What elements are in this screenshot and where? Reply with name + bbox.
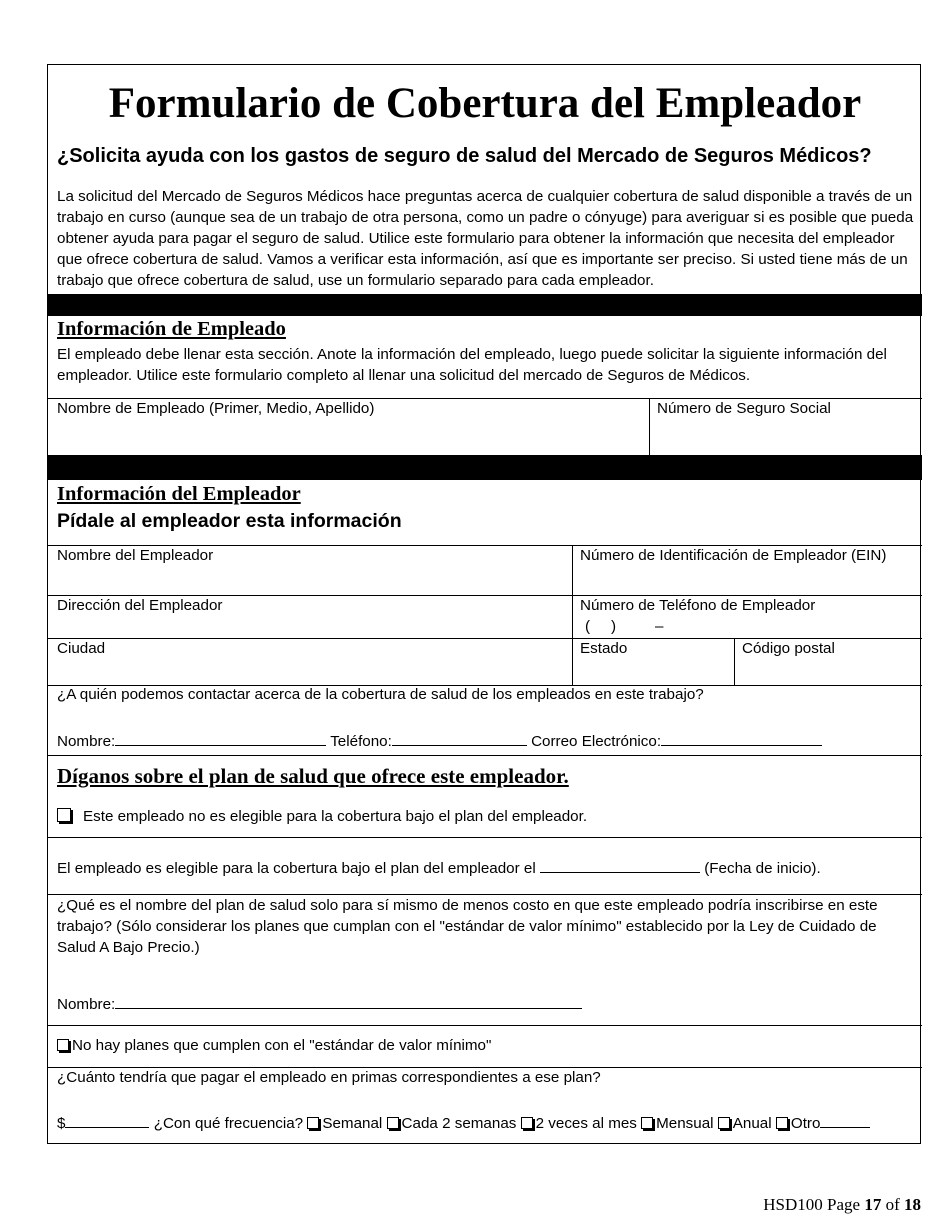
contact-name-field[interactable]	[115, 730, 326, 746]
phone-format-open: (	[585, 618, 591, 635]
employer-coverage-form	[47, 64, 921, 1144]
frequency-biweekly-checkbox[interactable]	[387, 1117, 399, 1129]
premium-amount-field[interactable]	[65, 1112, 149, 1128]
eligible-row	[57, 857, 821, 877]
zip-field[interactable]	[735, 639, 920, 685]
frequency-monthly-checkbox[interactable]	[641, 1117, 653, 1129]
frequency-label: ¿Con qué frecuencia?	[153, 1115, 304, 1132]
no-plans-row	[57, 1037, 491, 1054]
plan-name-question: ¿Qué es el nombre del plan de salud solo para sí mismo de menos costo en que este empleado podría inscribirse en este trabajo? (Sólo considerar los planes que cumplan con el "estándar de valor mínimo" establecido por la Ley de Cuidado de Salud A Bajo Precio.)	[57, 897, 878, 956]
contact-email-field[interactable]	[661, 730, 822, 746]
not-eligible-checkbox[interactable]	[57, 808, 71, 822]
ein-label: Número de Identificación de Empleador (EIN)	[580, 547, 887, 564]
employer-subheading: Pídale al empleador esta información	[57, 510, 402, 532]
plan-section-heading: Díganos sobre el plan de salud que ofrece este empleador.	[57, 764, 569, 788]
employer-address-label: Dirección del Empleador	[57, 597, 223, 614]
contact-row	[57, 730, 822, 750]
frequency-other-label: Otro	[790, 1115, 821, 1132]
employer-phone-field[interactable]	[573, 596, 920, 637]
no-plans-label: No hay planes que cumplen con el "estándar de valor mínimo"	[72, 1037, 492, 1054]
premium-row	[57, 1112, 870, 1132]
page-footer	[763, 1195, 921, 1215]
dollar-sign: $	[57, 1115, 66, 1132]
no-plans-checkbox[interactable]	[57, 1039, 69, 1051]
divider	[48, 1067, 922, 1068]
phone-format-close: )	[611, 618, 617, 635]
plan-name-row	[57, 993, 582, 1013]
state-label: Estado	[580, 640, 628, 657]
contact-question: ¿A quién podemos contactar acerca de la cobertura de salud de los empleados en este trabajo?	[57, 686, 704, 703]
employer-phone-label: Número de Teléfono de Empleador	[580, 597, 816, 614]
divider	[572, 545, 573, 686]
employer-address-field[interactable]	[48, 596, 572, 637]
footer-form-id: HSD100 Page	[763, 1195, 861, 1214]
city-label: Ciudad	[57, 640, 106, 657]
eligible-prefix: El empleado es elegible para la cobertura bajo el plan del empleador el	[57, 860, 536, 877]
employee-name-field[interactable]	[48, 399, 649, 455]
contact-email-label: Correo Electrónico:	[531, 733, 662, 750]
frequency-biweekly-label: Cada 2 semanas	[401, 1115, 517, 1132]
divider	[48, 1025, 922, 1026]
eligible-suffix: (Fecha de inicio).	[704, 860, 821, 877]
employer-name-label: Nombre del Empleador	[57, 547, 214, 564]
footer-total-pages: 18	[904, 1195, 921, 1214]
employee-instructions: El empleado debe llenar esta sección. Anote la información del empleado, luego puede solicitar la siguiente información del empleador. Utilice este formulario completo al llenar una solicitud del mercado de Seguros de Médicos.	[57, 346, 887, 384]
page-subtitle: ¿Solicita ayuda con los gastos de seguro de salud del Mercado de Seguros Médicos?	[57, 145, 872, 167]
section-divider-bar	[48, 294, 922, 316]
frequency-weekly-label: Semanal	[322, 1115, 383, 1132]
employer-section-heading: Información del Empleador	[57, 483, 301, 505]
frequency-other-field[interactable]	[820, 1112, 870, 1128]
contact-name-label: Nombre:	[57, 733, 116, 750]
footer-of: of	[885, 1195, 900, 1214]
employee-name-label: Nombre de Empleado (Primer, Medio, Apellido)	[57, 400, 375, 417]
start-date-field[interactable]	[540, 857, 700, 873]
divider	[48, 755, 922, 756]
phone-format-dash: –	[655, 618, 664, 635]
employer-name-field[interactable]	[48, 546, 572, 594]
frequency-weekly-checkbox[interactable]	[307, 1117, 319, 1129]
frequency-semimonthly-checkbox[interactable]	[521, 1117, 533, 1129]
plan-name-label: Nombre:	[57, 996, 116, 1013]
frequency-semimonthly-label: 2 veces al mes	[535, 1115, 637, 1132]
not-eligible-label: Este empleado no es elegible para la cobertura bajo el plan del empleador.	[83, 808, 588, 825]
frequency-monthly-label: Mensual	[656, 1115, 714, 1132]
frequency-other-checkbox[interactable]	[776, 1117, 788, 1129]
not-eligible-row	[57, 808, 587, 825]
premium-question: ¿Cuánto tendría que pagar el empleado en primas correspondientes a ese plan?	[57, 1069, 601, 1086]
page-title: Formulario de Cobertura del Empleador	[108, 80, 862, 127]
contact-phone-field[interactable]	[392, 730, 527, 746]
section-divider-bar	[48, 455, 922, 480]
plan-name-field[interactable]	[115, 993, 582, 1009]
contact-phone-label: Teléfono:	[330, 733, 392, 750]
zip-label: Código postal	[742, 640, 835, 657]
state-field[interactable]	[573, 639, 733, 685]
city-field[interactable]	[48, 639, 572, 685]
footer-page-number: 17	[864, 1195, 882, 1214]
intro-paragraph: La solicitud del Mercado de Seguros Médicos hace preguntas acerca de cualquier cobertura de salud disponible a través de un trabajo en curso (aunque sea de un trabajo de otra persona, como un padre o cónyuge) para averiguar si es posible que pueda obtener ayuda para pagar el seguro de salud. Utilice este formulario para obtener la información que necesita del empleador que ofrece cobertura de salud. Vamos a verificar esta información, así que es importante ser preciso. Si usted tiene más de un trabajo que ofrece cobertura de salud, use un formulario separado para cada empleador.	[57, 188, 914, 289]
frequency-annual-checkbox[interactable]	[718, 1117, 730, 1129]
ein-field[interactable]	[573, 546, 920, 594]
employee-section-heading: Información de Empleado	[57, 318, 286, 340]
ssn-label: Número de Seguro Social	[657, 400, 831, 417]
frequency-annual-label: Anual	[732, 1115, 772, 1132]
ssn-field[interactable]	[650, 399, 920, 455]
divider	[48, 837, 922, 838]
